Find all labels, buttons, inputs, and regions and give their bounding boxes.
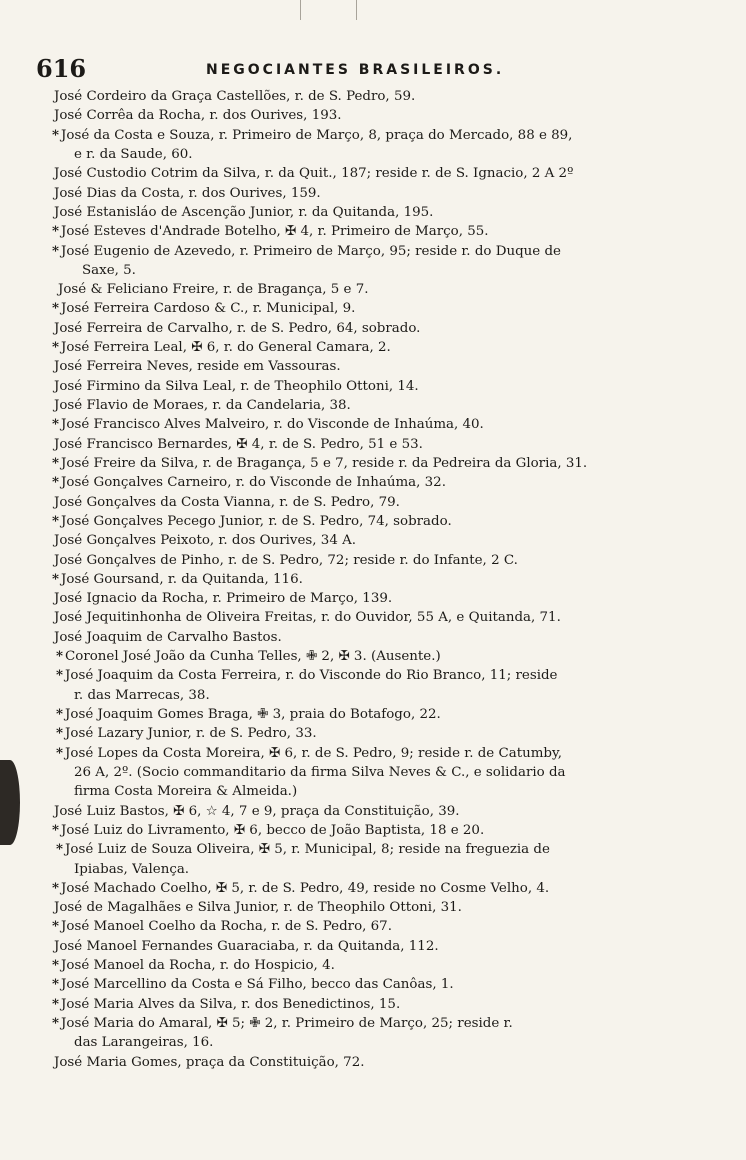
entry-text: José Dias da Costa, r. dos Ourives, 159. — [54, 185, 321, 201]
directory-entry — [52, 242, 698, 261]
entry-text: José Ferreira Cardoso & C., r. Municipal, 9. — [61, 301, 356, 317]
binding-stain — [0, 760, 20, 845]
entry-asterisk: * — [52, 1015, 60, 1031]
directory-entry — [52, 396, 698, 415]
directory-entry — [52, 937, 698, 956]
entry-text: José Firmino da Silva Leal, r. de Theophilo Ottoni, 14. — [54, 378, 419, 394]
entry-asterisk: * — [52, 821, 60, 838]
entry-text: José Corrêa da Rocha, r. dos Ourives, 193. — [54, 108, 342, 124]
page-number: 616 — [36, 54, 87, 83]
directory-entry — [52, 686, 698, 705]
directory-entry — [52, 106, 698, 125]
entry-text: José Manoel Fernandes Guaraciaba, r. da Quitanda, 112. — [54, 938, 439, 954]
directory-entry — [52, 338, 698, 357]
directory-entry — [52, 995, 698, 1014]
entry-text: José Esteves d'Andrade Botelho, ✠ 4, r. Primeiro de Março, 55. — [61, 224, 489, 240]
directory-entry — [52, 377, 698, 396]
entry-asterisk: * — [52, 242, 60, 259]
directory-entry — [52, 1033, 698, 1052]
entry-asterisk: * — [52, 976, 60, 993]
directory-entry — [52, 956, 698, 975]
directory-entry — [52, 512, 698, 531]
entry-text: r. das Marrecas, 38. — [74, 687, 210, 703]
directory-entry — [52, 821, 698, 840]
directory-entry — [52, 319, 698, 338]
entry-text: Ipiabas, Valença. — [74, 861, 190, 877]
directory-entry — [52, 454, 698, 473]
entry-text: José Joaquim de Carvalho Bastos. — [54, 629, 282, 645]
directory-entry — [52, 608, 698, 627]
entry-text: José Machado Coelho, ✠ 5, r. de S. Pedro, 49, reside no Cosme Velho, 4. — [61, 880, 550, 896]
entry-text: José Goursand, r. da Quitanda, 116. — [61, 571, 303, 587]
entry-text: José Flavio de Moraes, r. da Candelaria, 38. — [54, 398, 351, 413]
directory-entry — [52, 589, 698, 608]
entry-text: José Francisco Bernardes, ✠ 4, r. de S. Pedro, 51 e 53. — [54, 436, 423, 452]
entry-text: José Gonçalves Peixoto, r. dos Ourives, 34 A. — [54, 533, 357, 549]
directory-entry — [52, 415, 698, 434]
directory-entry — [52, 802, 698, 821]
entry-text: José Luiz Bastos, ✠ 6, ☆ 4, 7 e 9, praça da Constituição, 39. — [54, 803, 460, 819]
entry-asterisk: * — [52, 570, 60, 587]
entry-asterisk: * — [52, 339, 60, 356]
directory-entry — [52, 87, 698, 106]
entry-asterisk: * — [56, 706, 64, 722]
entry-text: José Freire da Silva, r. de Bragança, 5 e 7, reside r. da Pedreira da Gloria, 31. — [61, 455, 588, 471]
directory-entry — [52, 145, 698, 164]
entry-asterisk: * — [52, 474, 60, 491]
entry-text: e r. da Saude, 60. — [74, 146, 193, 162]
entry-text: José Lopes da Costa Moreira, ✠ 6, r. de S. Pedro, 9; reside r. de Catumby, — [65, 745, 563, 761]
directory-entry — [52, 975, 698, 994]
entry-text: 26 A, 2º. (Socio commanditario da firma Silva Neves & C., e solidario da — [74, 764, 566, 780]
entry-text: José Luiz do Livramento, ✠ 6, becco de João Baptista, 18 e 20. — [61, 822, 485, 838]
top-margin-mark — [356, 0, 357, 20]
entry-text: José Maria Gomes, praça da Constituição, 72. — [54, 1054, 365, 1070]
directory-entry — [52, 435, 698, 454]
entry-text: José Maria Alves da Silva, r. dos Benedictinos, 15. — [61, 996, 401, 1012]
entry-asterisk: * — [56, 744, 64, 761]
top-margin-mark — [300, 0, 301, 20]
directory-entry — [52, 531, 698, 550]
entry-text: José Maria do Amaral, ✠ 5; ✙ 2, r. Primeiro de Março, 25; reside r. — [61, 1016, 513, 1031]
directory-entry — [52, 763, 698, 782]
entry-asterisk: * — [52, 918, 60, 935]
directory-entry — [52, 299, 698, 318]
entry-text: José Ignacio da Rocha, r. Primeiro de Março, 139. — [54, 591, 393, 607]
directory-entries — [52, 87, 698, 1072]
directory-entry — [52, 782, 698, 801]
entry-text: José Joaquim Gomes Braga, ✙ 3, praia do Botafogo, 22. — [65, 707, 441, 722]
entry-asterisk: * — [56, 648, 64, 665]
directory-entry — [52, 551, 698, 570]
directory-entry — [52, 898, 698, 917]
page-header — [36, 52, 716, 88]
directory-entry — [52, 280, 698, 299]
entry-asterisk: * — [52, 957, 60, 974]
directory-entry — [52, 184, 698, 203]
entry-text: José Ferreira de Carvalho, r. de S. Pedro, 64, sobrado. — [54, 320, 421, 336]
entry-text: José Manoel da Rocha, r. do Hospicio, 4. — [61, 958, 335, 974]
entry-text: José Custodio Cotrim da Silva, r. da Quit., 187; reside r. de S. Ignacio, 2 A 2º — [54, 166, 574, 182]
entry-text: José Ferreira Neves, reside em Vassouras. — [54, 359, 341, 375]
directory-entry — [52, 261, 698, 280]
entry-text: José Eugenio de Azevedo, r. Primeiro de Março, 95; reside r. do Duque de — [61, 243, 561, 259]
directory-entry — [52, 840, 698, 859]
entry-text: José da Costa e Souza, r. Primeiro de Março, 8, praça do Mercado, 88 e 89, — [61, 127, 573, 143]
entry-asterisk: * — [52, 416, 60, 433]
entry-asterisk: * — [52, 512, 60, 529]
directory-entry — [52, 724, 698, 743]
directory-entry — [52, 126, 698, 145]
entry-text: José Cordeiro da Graça Castellões, r. de S. Pedro, 59. — [54, 89, 416, 104]
entry-text: José Luiz de Souza Oliveira, ✠ 5, r. Municipal, 8; reside na freguezia de — [65, 842, 550, 858]
entry-asterisk: * — [56, 841, 64, 858]
entry-asterisk: * — [52, 454, 60, 471]
entry-text: José Ferreira Leal, ✠ 6, r. do General Camara, 2. — [61, 340, 391, 356]
entry-asterisk: * — [52, 223, 60, 240]
entry-text: José Gonçalves da Costa Vianna, r. de S. Pedro, 79. — [54, 494, 400, 510]
entry-text: José & Feliciano Freire, r. de Bragança, 5 e 7. — [58, 282, 369, 298]
directory-entry — [52, 628, 698, 647]
entry-text: José Jequitinhonha de Oliveira Freitas, r. do Ouvidor, 55 A, e Quitanda, 71. — [54, 610, 561, 626]
directory-entry — [52, 860, 698, 879]
directory-entry — [52, 473, 698, 492]
running-title: NEGOCIANTES BRASILEIROS. — [206, 62, 505, 78]
entry-text: Saxe, 5. — [82, 262, 136, 278]
entry-asterisk: * — [52, 995, 60, 1012]
entry-text: José Estanisláo de Ascenção Junior, r. da Quitanda, 195. — [54, 204, 434, 220]
entry-text: Coronel José João da Cunha Telles, ✙ 2, ✠ 3. (Ausente.) — [65, 649, 441, 665]
entry-asterisk: * — [52, 126, 60, 143]
entry-text: José Francisco Alves Malveiro, r. do Visconde de Inhaúma, 40. — [61, 417, 484, 433]
entry-asterisk: * — [56, 667, 64, 684]
entry-text: José Joaquim da Costa Ferreira, r. do Visconde do Rio Branco, 11; reside — [65, 668, 558, 684]
entry-text: firma Costa Moreira & Almeida.) — [74, 784, 298, 800]
directory-entry — [52, 744, 698, 763]
directory-entry — [52, 164, 698, 183]
entry-text: José Manoel Coelho da Rocha, r. de S. Pedro, 67. — [61, 919, 392, 935]
directory-entry — [52, 1053, 698, 1072]
directory-entry — [52, 203, 698, 222]
directory-entry — [52, 647, 698, 666]
entry-text: José Marcellino da Costa e Sá Filho, becco das Canôas, 1. — [61, 977, 454, 993]
directory-entry — [52, 357, 698, 376]
entry-text: José Lazary Junior, r. de S. Pedro, 33. — [65, 726, 317, 742]
directory-entry — [52, 493, 698, 512]
entry-text: José de Magalhães e Silva Junior, r. de Theophilo Ottoni, 31. — [54, 900, 462, 916]
entry-text: das Larangeiras, 16. — [74, 1035, 214, 1051]
entry-text: José Gonçalves de Pinho, r. de S. Pedro, 72; reside r. do Infante, 2 C. — [54, 552, 518, 568]
entry-asterisk: * — [52, 879, 60, 896]
entry-asterisk: * — [56, 725, 64, 742]
directory-entry — [52, 917, 698, 936]
directory-entry — [52, 222, 698, 241]
directory-entry — [52, 879, 698, 898]
directory-entry — [52, 570, 698, 589]
entry-text: José Gonçalves Carneiro, r. do Visconde de Inhaúma, 32. — [61, 475, 446, 491]
entry-text: José Gonçalves Pecego Junior, r. de S. Pedro, 74, sobrado. — [61, 513, 452, 529]
directory-entry — [52, 705, 698, 724]
directory-entry — [52, 666, 698, 685]
entry-asterisk: * — [52, 300, 60, 317]
directory-entry — [52, 1014, 698, 1033]
